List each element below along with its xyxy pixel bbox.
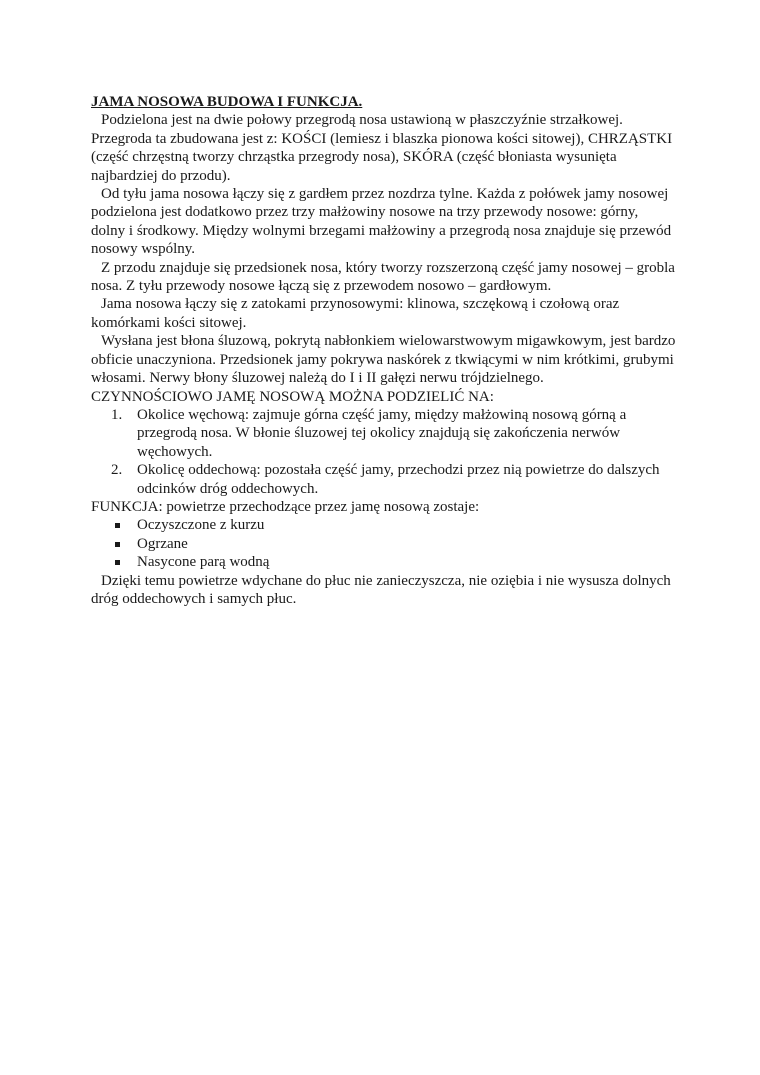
- paragraph-mucosa: Wysłana jest błona śluzową, pokrytą nabłonkiem wielowarstwowym migawkowym, jest bardzo obficie unaczyniona. Przedsionek jamy pokrywa naskórek z tkwiącymi w nim krótkimi, grubymi włosami. Nerwy błony śluzowej należą do I i II gałęzi nerwu trójdzielnego.: [91, 333, 676, 387]
- list-item: [91, 516, 676, 534]
- list-item: [91, 406, 676, 461]
- bullet-list: [91, 516, 676, 571]
- list-item-text: Ogrzane: [137, 535, 188, 552]
- document-title: JAMA NOSOWA BUDOWA I FUNKCJA.: [91, 94, 363, 110]
- list-item-text: Nasycone parą wodną: [137, 554, 270, 571]
- functional-division-heading: CZYNNOŚCIOWO JAMĘ NOSOWĄ MOŻNA PODZIELIĆ NA:: [91, 388, 494, 405]
- square-bullet-icon: [115, 560, 120, 565]
- closing-paragraph: Dzięki temu powietrze wdychane do płuc nie zanieczyszcza, nie oziębia i nie wysusza dolnych dróg oddechowych i samych płuc.: [91, 572, 671, 607]
- square-bullet-icon: [115, 542, 120, 547]
- square-bullet-icon: [115, 523, 120, 528]
- list-item: [91, 535, 676, 553]
- list-item-text: Oczyszczone z kurzu: [137, 517, 265, 534]
- list-item-number: 1.: [111, 406, 123, 423]
- paragraph-anterior: Z przodu znajduje się przedsionek nosa, który tworzy rozszerzoną część jamy nosowej – grobla nosa. Z tyłu przewody nosowe łączą się z przewodem nosowo – gardłowym.: [91, 259, 675, 295]
- document-content: [91, 93, 676, 608]
- paragraph-sinuses: Jama nosowa łączy się z zatokami przynosowymi: klinowa, szczękową i czołową oraz komórkami kości sitowej.: [91, 296, 620, 331]
- paragraph-posterior: Od tyłu jama nosowa łączy się z gardłem przez nozdrza tylne. Każda z połówek jamy nosowej podzielona jest dodatkowo przez trzy małżowiny nosowe na trzy przewody nosowe: górny, dolny i środkowy. Między wolnymi brzegami małżowiny a przegrodą nosa znajduje się przewód nosowy wspólny.: [91, 186, 672, 258]
- list-item: [91, 461, 676, 498]
- paragraph-septum: Podzielona jest na dwie połowy przegrodą nosa ustawioną w płaszczyźnie strzałkowej. Przegroda ta zbudowana jest z: KOŚCI (lemiesz i blaszka pionowa kości sitowej), CHRZĄSTKI (część chrzęstną tworzy chrząstka przegrody nosa), SKÓRA (część błoniasta wysunięta najbardziej do przodu).: [91, 112, 673, 184]
- list-item-number: 2.: [111, 462, 123, 479]
- list-item-text: Okolice węchową: zajmuje górna część jamy, między małżowiną nosową górną a przegrodą nosa. W błonie śluzowej tej okolicy znajdują się zakończenia nerwów węchowych.: [137, 406, 627, 460]
- list-item: [91, 553, 676, 571]
- numbered-list: [91, 406, 676, 498]
- list-item-text: Okolicę oddechową: pozostała część jamy, przechodzi przez nią powietrze do dalszych odcinków dróg oddechowych.: [137, 462, 660, 497]
- function-heading: FUNKCJA: powietrze przechodzące przez jamę nosową zostaje:: [91, 498, 480, 515]
